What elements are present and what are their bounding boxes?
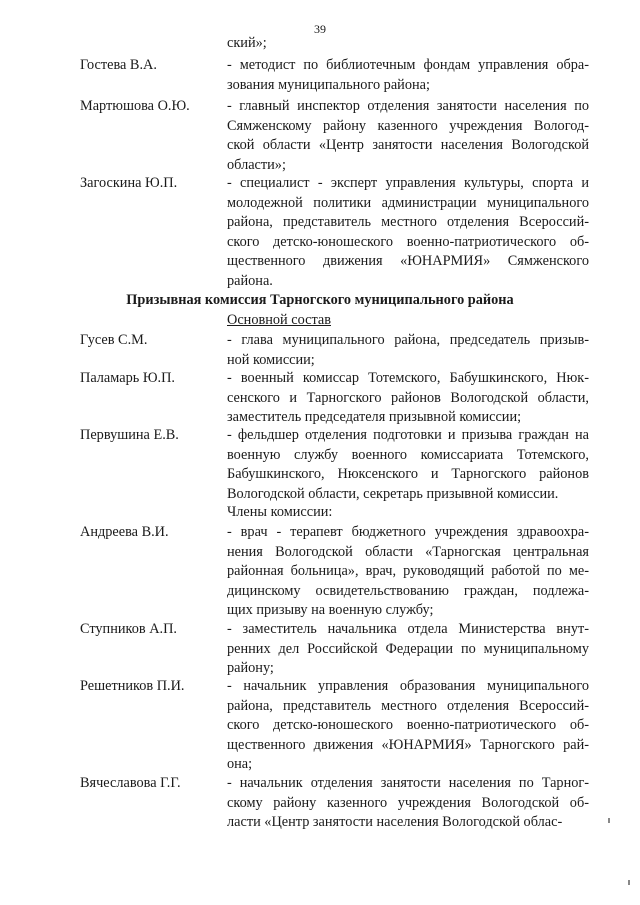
role-line: Вологодской области, секретарь призывной комиссии. bbox=[227, 485, 559, 502]
role-line: военную службу военного комиссариата Тотемского, bbox=[227, 446, 589, 463]
role-line: ского детско-юношеского военно-патриотического об- bbox=[227, 717, 589, 734]
person-name: Загоскина Ю.П. bbox=[80, 175, 178, 191]
role-line: района, представитель местного отделения Всероссий- bbox=[227, 214, 589, 231]
person-name: Гостева В.А. bbox=[80, 57, 157, 73]
person-role bbox=[227, 97, 589, 175]
commission-title: Призывная комиссия Тарногского муниципального района bbox=[126, 292, 514, 308]
scan-mark bbox=[628, 880, 630, 885]
role-line: Бабушкинского, Нюксенского и Тарногского районов bbox=[227, 466, 589, 483]
role-line: щественного движения «ЮНАРМИЯ» Сямженского bbox=[227, 253, 589, 270]
members-label: Члены комиссии: bbox=[227, 504, 333, 520]
role-line: ренних дел Российской Федерации по муниципальному bbox=[227, 640, 589, 657]
person-role bbox=[227, 331, 589, 370]
person-role bbox=[227, 174, 589, 292]
person-name: Вячеславова Г.Г. bbox=[80, 775, 181, 791]
role-line: она; bbox=[227, 756, 253, 773]
person-role bbox=[227, 56, 589, 95]
role-line: скому району казенного учреждения Вологодской об- bbox=[227, 794, 589, 811]
person-role bbox=[227, 523, 589, 621]
role-line: щественного движения «ЮНАРМИЯ» Тарногского рай- bbox=[227, 736, 589, 753]
role-line: - начальник управления образования муниципального bbox=[227, 678, 589, 694]
person-role bbox=[227, 426, 589, 504]
role-line: - специалист - эксперт управления культуры, спорта и bbox=[227, 175, 589, 191]
page-number: 39 bbox=[314, 22, 326, 36]
role-line: дицинскому освидетельствованию граждан, подлежа- bbox=[227, 582, 589, 599]
role-line: - врач - терапевт бюджетного учреждения здравоохра- bbox=[227, 524, 589, 540]
role-line: ной комиссии; bbox=[227, 351, 315, 368]
role-line: молодежной политики администрации муниципального bbox=[227, 194, 589, 211]
main-composition-label: Основной состав bbox=[227, 312, 331, 328]
role-line: нения Вологодской области «Тарногская центральная bbox=[227, 543, 589, 560]
role-line: заместитель председателя призывной комиссии; bbox=[227, 409, 522, 426]
person-name: Гусев С.М. bbox=[80, 332, 148, 348]
role-line: - фельдшер отделения подготовки и призыва граждан на bbox=[227, 427, 589, 443]
person-name: Ступников А.П. bbox=[80, 621, 177, 637]
continued-line: ский»; bbox=[227, 35, 267, 51]
person-role bbox=[227, 677, 589, 775]
person-name: Паламарь Ю.П. bbox=[80, 370, 175, 386]
role-line: - начальник отделения занятости населения по Тарног- bbox=[227, 775, 589, 791]
role-line: - военный комиссар Тотемского, Бабушкинского, Нюк- bbox=[227, 370, 589, 386]
role-line: ласти «Центр занятости населения Вологодской облас- bbox=[227, 814, 563, 831]
role-line: сенского и Тарногского районов Вологодской области, bbox=[227, 389, 589, 406]
role-line: области»; bbox=[227, 156, 286, 173]
person-name: Решетников П.И. bbox=[80, 678, 185, 694]
person-name: Мартюшова О.Ю. bbox=[80, 98, 190, 114]
role-line: щих призыву на военную службу; bbox=[227, 602, 434, 619]
person-name: Первушина Е.В. bbox=[80, 427, 179, 443]
role-line: ской области «Центр занятости населения Вологодской bbox=[227, 137, 589, 154]
role-line: района. bbox=[227, 272, 273, 289]
role-line: зования муниципального района; bbox=[227, 76, 430, 93]
role-line: района, представитель местного отделения Всероссий- bbox=[227, 697, 589, 714]
scan-mark bbox=[608, 818, 610, 823]
role-line: району; bbox=[227, 660, 274, 677]
person-name: Андреева В.И. bbox=[80, 524, 169, 540]
role-line: - глава муниципального района, председатель призыв- bbox=[227, 332, 589, 348]
person-role bbox=[227, 774, 589, 833]
role-line: Сямженскому району казенного учреждения Вологод- bbox=[227, 117, 589, 134]
role-line: - заместитель начальника отдела Министерства внут- bbox=[227, 621, 589, 637]
person-role bbox=[227, 620, 589, 679]
role-line: - методист по библиотечным фондам управления обра- bbox=[227, 57, 589, 73]
role-line: - главный инспектор отделения занятости населения по bbox=[227, 98, 589, 114]
role-line: ского детско-юношеского военно-патриотического об- bbox=[227, 233, 589, 250]
role-line: районная больница», врач, руководящий работой по ме- bbox=[227, 563, 589, 580]
person-role bbox=[227, 369, 589, 428]
